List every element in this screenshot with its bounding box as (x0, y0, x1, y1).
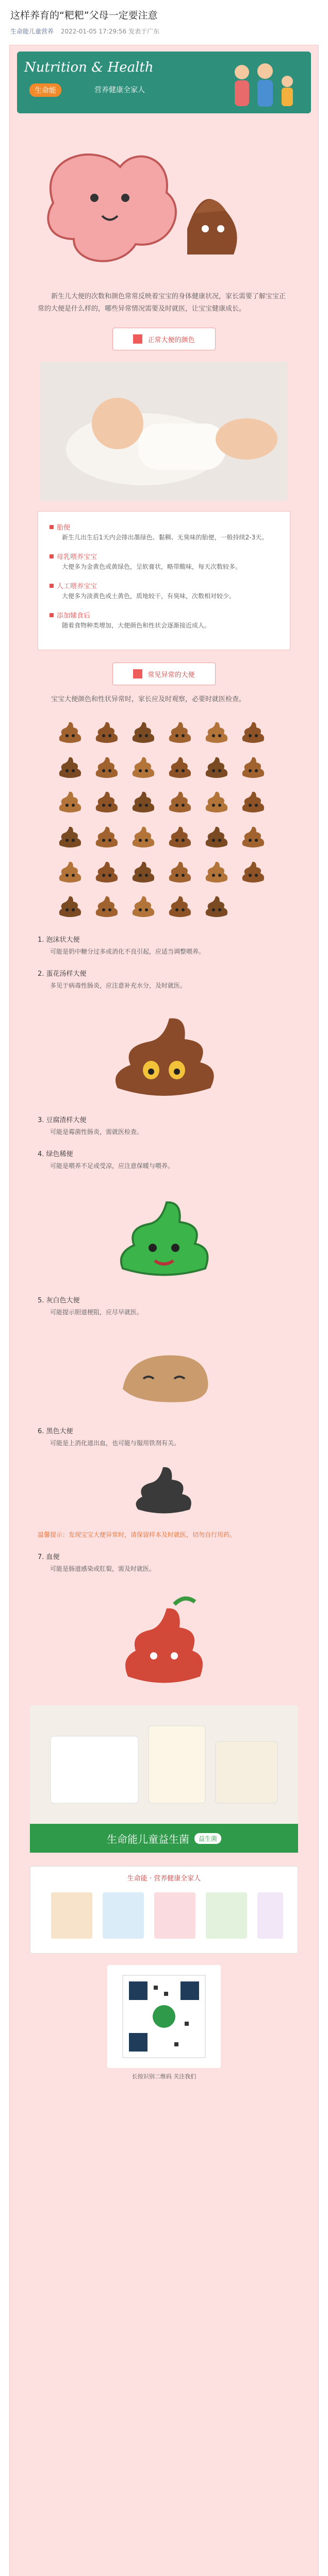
poop-emoji-icon (202, 787, 231, 816)
poop-emoji-icon (166, 891, 194, 920)
abnormal-item (38, 935, 290, 957)
poop-emoji-icon (56, 717, 85, 746)
banner-slogan: 营养健康全家人 (94, 86, 145, 94)
item-text: 随着食物种类增加，大便颜色和性状会逐渐接近成人。 (62, 622, 211, 629)
strawberry-poop-illustration (112, 1584, 216, 1692)
abnormal-item (38, 1426, 290, 1449)
poop-emoji-icon (92, 891, 121, 920)
poop-emoji-icon (202, 752, 231, 781)
abnormal-heading: 3. 豆腐渣样大便 (38, 1116, 87, 1124)
product-photo (30, 1705, 298, 1824)
poop-emoji-icon (239, 787, 268, 816)
abnormal-heading: 7. 血便 (38, 1553, 60, 1561)
publish-date: 2022-01-05 17:29:56 发表于广东 (60, 28, 160, 35)
section-title-normal (112, 328, 216, 350)
product-name: 生命能儿童益生菌 (106, 1833, 189, 1845)
poop-emoji-icon (166, 752, 194, 781)
abnormal-item (38, 1295, 290, 1318)
article-body (9, 45, 319, 2576)
item-text: 大便多为淡黄色或土黄色，质地较干，有臭味，次数相对较少。 (62, 592, 236, 600)
abnormal-text: 可能是奶中糖分过多或消化不良引起，应适当调整喂养。 (50, 948, 205, 955)
poop-emoji-icon (92, 752, 121, 781)
poop-emoji-icon (56, 891, 85, 920)
poop-emoji-icon (129, 857, 158, 886)
section-title-abnormal (112, 663, 216, 685)
bullet-icon (50, 584, 54, 588)
poop-emoji-icon (129, 822, 158, 851)
normal-item (50, 551, 278, 572)
normal-item (50, 581, 278, 602)
black-poop-illustration (128, 1458, 200, 1520)
baby-image (40, 362, 288, 501)
banner-tag: 生命能 (29, 83, 61, 97)
poop-emoji-icon (202, 857, 231, 886)
poop-emoji-icon (166, 787, 194, 816)
abnormal-item (38, 1552, 290, 1574)
poop-emoji-icon (239, 717, 268, 746)
abnormal-text: 多见于病毒性肠炎，应注意补充水分，及时就医。 (50, 982, 187, 989)
warning-note: 温馨提示：发现宝宝大便异常时，请保留样本及时就医，切勿自行用药。 (38, 1531, 236, 1538)
section1-title-text: 正常大便的颜色 (147, 336, 195, 344)
abnormal-text: 可能是上消化道出血，也可能与服用铁剂有关。 (50, 1439, 181, 1447)
abnormal-text: 可能是肠道感染或肛裂，需及时就医。 (50, 1565, 156, 1572)
article-title: 这样养育的“粑粑”父母一定要注意 (10, 10, 158, 21)
poop-emoji-icon (202, 891, 231, 920)
abnormal-item (38, 969, 290, 991)
qr-code[interactable] (107, 1965, 221, 2068)
poop-emoji-icon (239, 822, 268, 851)
item-head: 胎便 (57, 524, 71, 532)
abnormal-item (38, 1115, 290, 1138)
product-banner[interactable] (30, 1824, 298, 1853)
product-tag: 益生菌 (194, 1833, 221, 1844)
poop-emoji-icon (56, 822, 85, 851)
abnormal-item (38, 1149, 290, 1172)
square-icon (133, 334, 142, 344)
banner-english-title: Nutrition & Health (24, 60, 154, 75)
poop-emoji-icon (129, 717, 158, 746)
intro-paragraph: 新生儿大便的次数和颜色常常反映着宝宝的身体健康状况，家长需要了解宝宝正常的大便是什么样的，哪些异常情况需要及时就医，让宝宝健康成长。 (38, 293, 286, 313)
poop-emoji-icon (239, 857, 268, 886)
poop-emoji-icon (92, 857, 121, 886)
square-icon (133, 669, 142, 679)
poop-emoji-icon (129, 891, 158, 920)
poop-emoji-icon (92, 787, 121, 816)
bullet-icon (50, 613, 54, 617)
product-image (30, 1705, 298, 1824)
poop-emoji-icon (166, 717, 194, 746)
shop-title: 生命能 · 营养健康全家人 (127, 1875, 201, 1883)
abnormal-heading: 2. 蛋花汤样大便 (38, 970, 87, 978)
abnormal-text: 可能是霉菌性肠炎，需就医检查。 (50, 1128, 143, 1136)
item-text: 新生儿出生后1天内会排出墨绿色、黏稠、无臭味的胎便，一般持续2-3天。 (62, 534, 268, 541)
poop-emoji-icon (92, 717, 121, 746)
item-head: 添加辅食后 (57, 612, 91, 620)
poop-emoji-icon (129, 752, 158, 781)
poop-emoji-icon (166, 822, 194, 851)
abnormal-heading: 6. 黑色大便 (38, 1428, 73, 1435)
item-head: 人工喂养宝宝 (57, 583, 97, 590)
tired-poop-illustration (107, 1327, 221, 1415)
abnormal-heading: 4. 绿色稀便 (38, 1150, 73, 1158)
qr-caption: 长按识别二维码 关注我们 (132, 2073, 196, 2080)
baby-photo (40, 362, 288, 501)
normal-stool-box (38, 511, 290, 650)
abnormal-text: 可能是喂养不足或受凉，应注意保暖与喂养。 (50, 1162, 174, 1170)
poop-emoji-icon (202, 717, 231, 746)
abnormal-heading: 5. 灰白色大便 (38, 1297, 80, 1304)
normal-item (50, 522, 278, 543)
article-header (0, 0, 328, 41)
shop-card[interactable] (30, 1866, 298, 1954)
bullet-icon (50, 554, 54, 558)
poop-emoji-icon (202, 822, 231, 851)
abnormal-heading: 1. 泡沫状大便 (38, 936, 80, 944)
brand-banner (17, 52, 311, 113)
poop-emoji-grid (56, 717, 272, 923)
angry-poop-illustration (102, 1001, 226, 1104)
intestine-illustration (17, 126, 259, 280)
poop-emoji-icon (166, 857, 194, 886)
account-link[interactable]: 生命能儿童营养 (10, 28, 54, 35)
section2-intro: 宝宝大便颜色和性状异常时，家长应及时观察，必要时就医检查。 (51, 696, 246, 703)
family-illustration (221, 57, 304, 108)
poop-emoji-icon (92, 822, 121, 851)
poop-emoji-icon (239, 752, 268, 781)
green-poop-illustration (107, 1181, 221, 1284)
article-meta (10, 27, 318, 36)
normal-item (50, 610, 278, 631)
section2-title-text: 常见异常的大便 (147, 671, 195, 679)
bullet-icon (50, 525, 54, 529)
qr-code-icon (107, 1965, 221, 2068)
poop-emoji-icon (129, 787, 158, 816)
item-text: 大便多为金黄色或黄绿色，呈软膏状，略带酸味，每天次数较多。 (62, 563, 242, 570)
poop-emoji-icon (56, 787, 85, 816)
abnormal-text: 可能提示胆道梗阻，应尽早就医。 (50, 1309, 143, 1316)
poop-emoji-icon (56, 857, 85, 886)
poop-emoji-icon (56, 752, 85, 781)
item-head: 母乳喂养宝宝 (57, 553, 97, 561)
